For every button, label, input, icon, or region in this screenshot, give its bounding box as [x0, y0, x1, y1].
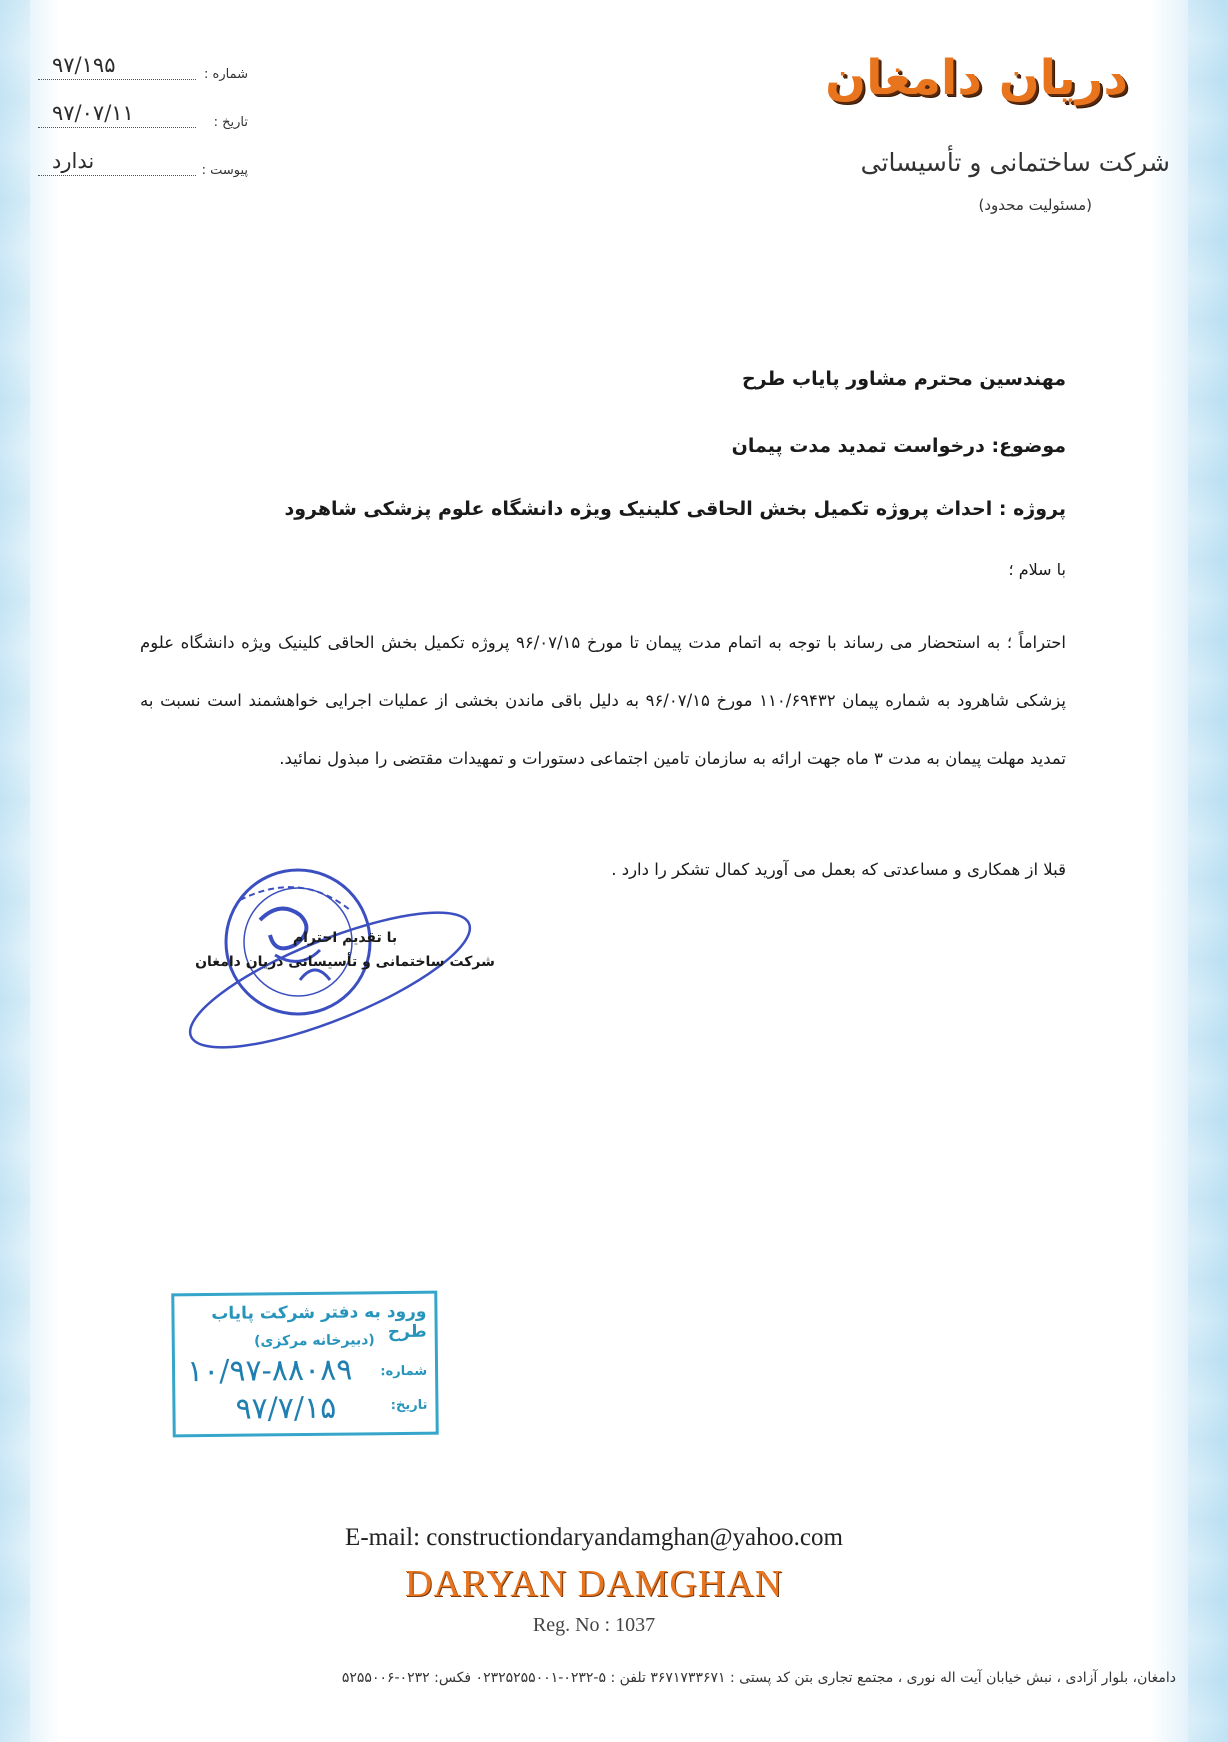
closing-line: قبلا از همکاری و مساعدتی که بعمل می آورید کمال تشکر را دارد .: [611, 860, 1066, 879]
date-dotted-line: [38, 127, 196, 128]
date-label: تاریخ :: [213, 115, 248, 130]
stamp-number-label: شماره:: [380, 1363, 428, 1380]
registration-stamp: [171, 1291, 438, 1438]
attachment-value: ندارد: [52, 149, 95, 173]
letter-number: ۹۷/۱۹۵: [52, 53, 116, 77]
stamp-number-value: ۱۰/۹۷-۸۸۰۸۹: [186, 1352, 353, 1390]
footer-reg-no: Reg. No : 1037: [532, 1614, 656, 1636]
attachment-label: پیوست :: [201, 163, 248, 178]
subject-line: موضوع: درخواست تمدید مدت پیمان: [731, 435, 1066, 457]
recipient-line: مهندسین محترم مشاور پایاب طرح: [741, 368, 1066, 390]
stamp-date-label: تاریخ:: [390, 1397, 428, 1414]
signature-regards: با تقدیم احترام: [292, 930, 398, 946]
company-seal-icon: [180, 860, 480, 1080]
meta-attachment-row: [38, 136, 248, 184]
company-logo-text: دریان دامغان: [825, 50, 1128, 106]
letter-date: ۹۷/۰۷/۱۱: [52, 101, 134, 125]
project-line: پروژه : احداث پروژه تکمیل بخش الحاقی کلینیک ویژه دانشگاه علوم پزشکی شاهرود: [284, 498, 1066, 520]
footer-address: دامغان، بلوار آزادی ، نبش خیابان آیت اله نوری ، مجتمع تجاری بتن کد پستی : ۳۶۷۱۷۳۳۶۷۱ تلفن : ۵-۰۲۳۲-۰۲۳۲۵۲۵۵۰۰۱ فکس: ۰۲۳۲-۵۲۵۵۰۰۶: [341, 1670, 1176, 1686]
stamp-date-value: ۹۷/۷/۱۵: [235, 1390, 337, 1427]
greeting: با سلام ؛: [1008, 560, 1066, 579]
company-subtitle: شرکت ساختمانی و تأسیساتی: [860, 148, 1170, 177]
left-border-decoration: [0, 0, 30, 1742]
stamp-title: ورود به دفتر شرکت پایاب طرح: [211, 1301, 427, 1343]
footer-email: E-mail: constructiondaryandamghan@yahoo.com: [345, 1524, 843, 1551]
number-dotted-line: [38, 79, 196, 80]
signature-block: [195, 930, 495, 970]
signature-company: شرکت ساختمانی و تأسیساتی دریان دامغان: [195, 954, 495, 970]
footer-brand: DARYAN DAMGHAN: [404, 1563, 784, 1605]
letter-body: احتراماً ؛ به استحضار می رساند با توجه به اتمام مدت پیمان تا مورخ ۹۶/۰۷/۱۵ پروژه تکمیل بخش الحاقی کلینیک ویژه دانشگاه علوم پزشکی شاهرود به شماره پیمان ۱۱۰/۶۹۴۳۲ مورخ ۹۶/۰۷/۱۵ به دلیل باقی ماندن بخشی از عملیات اجرایی خواهشمند است نسبت به تمدید مهلت پیمان به مدت ۳ ماه جهت ارائه به سازمان تامین اجتماعی دستورات و تمهیدات مقتضی را مبذول نمائید.: [140, 633, 1066, 768]
stamp-subtitle: (دبیرخانه مرکزی): [253, 1332, 375, 1350]
letter-meta: [38, 40, 248, 184]
company-liability-note: (مسئولیت محدود): [978, 196, 1092, 214]
number-label: شماره :: [204, 67, 248, 82]
meta-date-row: [38, 88, 248, 136]
meta-number-row: [38, 40, 248, 88]
right-border-decoration: [1188, 0, 1228, 1742]
attachment-dotted-line: [38, 175, 196, 176]
